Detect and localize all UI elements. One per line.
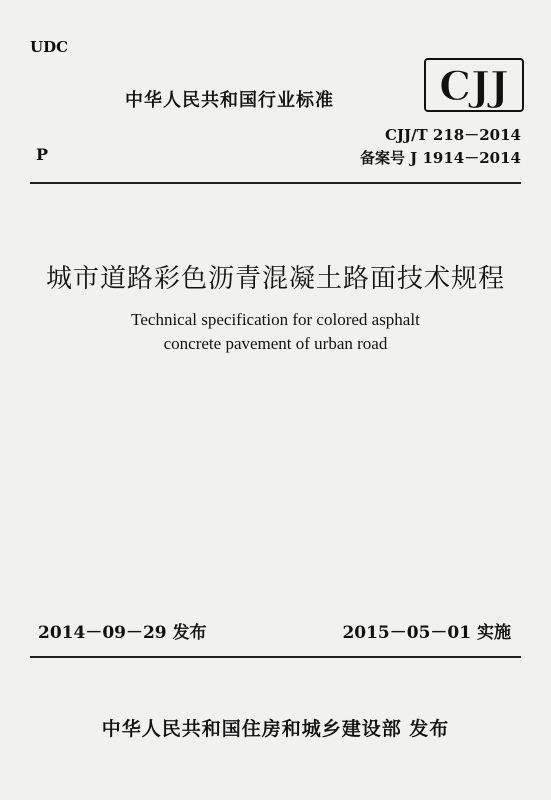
udc-label: UDC	[30, 38, 69, 56]
standard-type: 中华人民共和国行业标准	[125, 90, 334, 111]
title-english-line1: Technical specification for colored asphalt	[131, 310, 420, 329]
cjj-logo	[424, 58, 524, 112]
publish-date: 2014－09－29 发布	[38, 623, 207, 643]
filing-number: 备案号 J 1914－2014	[359, 149, 521, 167]
title-english-line2: concrete pavement of urban road	[163, 334, 388, 353]
category-label: P	[36, 145, 49, 164]
logo-text: CJJ	[439, 63, 509, 110]
implement-date: 2015－05－01 实施	[342, 623, 511, 643]
title-chinese: 城市道路彩色沥青混凝土路面技术规程	[45, 264, 505, 294]
standard-code: CJJ/T 218－2014	[384, 126, 521, 144]
top-divider	[30, 182, 521, 184]
bottom-divider	[30, 656, 521, 658]
issuer: 中华人民共和国住房和城乡建设部 发布	[101, 718, 450, 740]
